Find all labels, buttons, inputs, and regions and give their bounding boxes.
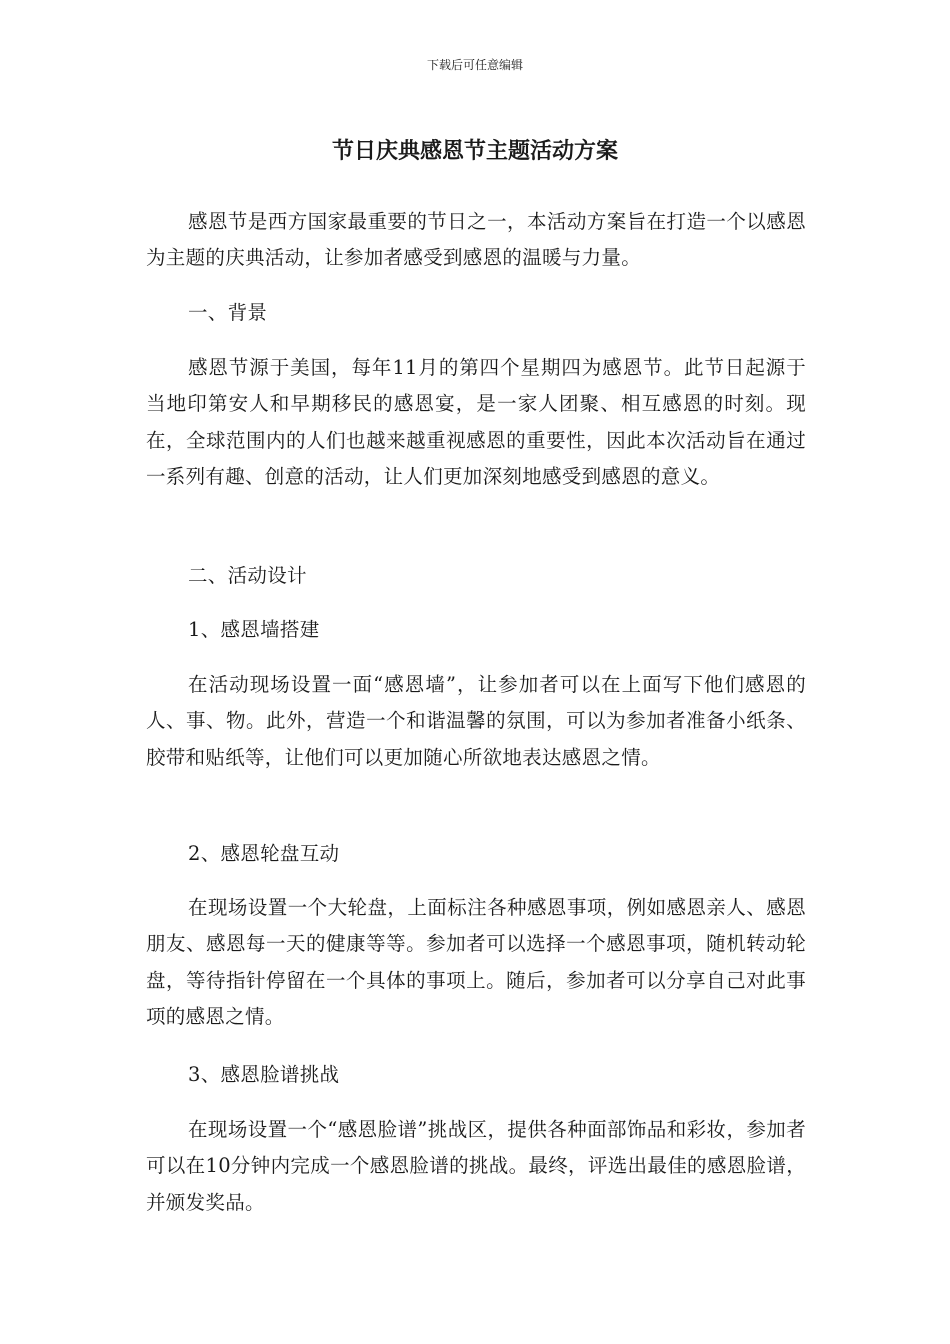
- gratitude-wheel-paragraph: 在现场设置一个大轮盘，上面标注各种感恩事项，例如感恩亲人、感恩朋友、感恩每一天的健康等等。参加者可以选择一个感恩事项，随机转动轮盘，等待指针停留在一个具体的事项上。随后，参加者可以分享自己对此事项的感恩之情。: [146, 896, 806, 1029]
- face-paint-challenge-paragraph: 在现场设置一个“感恩脸谱”挑战区，提供各种面部饰品和彩妆，参加者可以在10分钟内完成一个感恩脸谱的挑战。最终，评选出最佳的感恩脸谱，并颁发奖品。: [146, 1118, 806, 1214]
- subheading-gratitude-wall: 1、感恩墙搭建: [188, 618, 320, 641]
- section-heading-activity-design: 二、活动设计: [188, 564, 307, 587]
- subheading-gratitude-wheel: 2、感恩轮盘互动: [188, 842, 340, 865]
- section-heading-background: 一、背景: [188, 301, 268, 324]
- document-title: 节日庆典感恩节主题活动方案: [331, 139, 618, 164]
- gratitude-wall-paragraph: 在活动现场设置一面“感恩墙”，让参加者可以在上面写下他们感恩的人、事、物。此外，营造一个和谐温馨的氛围，可以为参加者准备小纸条、胶带和贴纸等，让他们可以更加随心所欲地表达感恩之情。: [146, 673, 806, 769]
- subheading-face-paint-challenge: 3、感恩脸谱挑战: [188, 1063, 340, 1086]
- header-note: 下载后可任意编辑: [426, 58, 523, 72]
- background-paragraph: 感恩节源于美国，每年11月的第四个星期四为感恩节。此节日起源于当地印第安人和早期移民的感恩宴，是一家人团聚、相互感恩的时刻。现在，全球范围内的人们也越来越重视感恩的重要性，因此本次活动旨在通过一系列有趣、创意的活动，让人们更加深刻地感受到感恩的意义。: [146, 356, 806, 489]
- intro-paragraph: 感恩节是西方国家最重要的节日之一，本活动方案旨在打造一个以感恩为主题的庆典活动，让参加者感受到感恩的温暖与力量。: [146, 210, 806, 270]
